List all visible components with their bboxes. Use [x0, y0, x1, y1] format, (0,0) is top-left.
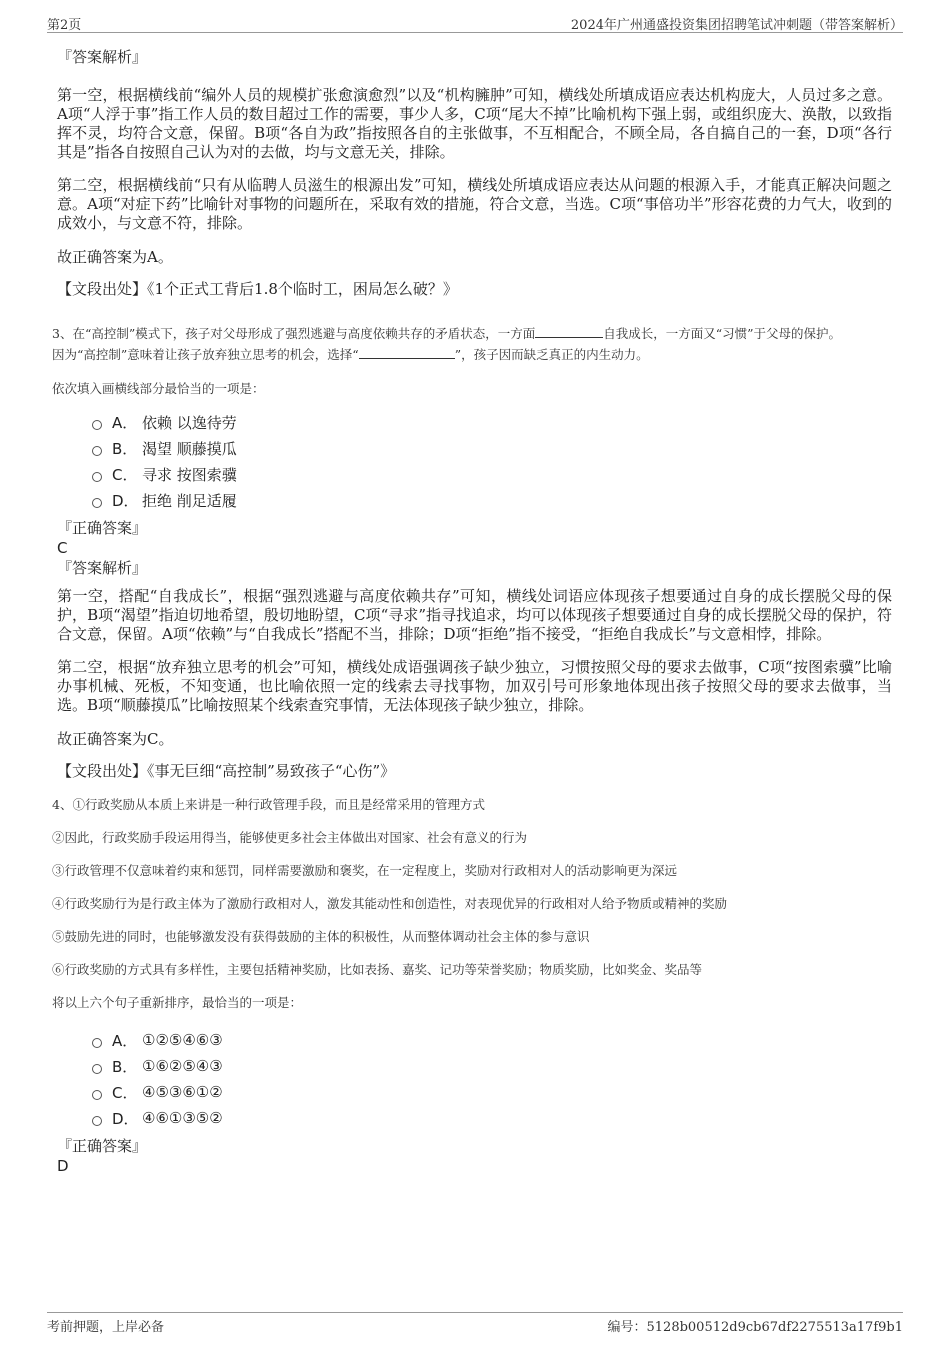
option-letter: C．	[112, 465, 138, 484]
q3-blank-2	[359, 344, 455, 359]
q4-option-a[interactable]	[92, 1027, 892, 1053]
q3-correct-answer: C	[57, 539, 68, 557]
option-text: ①⑥②⑤④③	[142, 1057, 223, 1075]
q3-stem-part-b: 自我成长，一方面又“习惯”于父母的保护。	[603, 326, 842, 341]
q4-option-d[interactable]	[92, 1105, 892, 1131]
q3-conclusion: 故正确答案为C。	[57, 730, 174, 748]
option-letter: B．	[112, 1057, 138, 1076]
page-footer	[47, 1312, 903, 1335]
option-letter: A．	[112, 413, 138, 432]
option-text: 依赖 以逸待劳	[142, 413, 237, 432]
q3-analysis-p1: 第一空，搭配“自我成长”，根据“强烈逃避与高度依赖共存”可知，横线处词语应体现孩子想要通过自身的成长摆脱父母的保护，B项“渴望”指迫切地希望，殷切地盼望，C项“寻求”指寻找追求，均可以体现孩子想要通过自身的成长摆脱父母的保护，符合文意，保留。A项“依赖”与“自我成长”搭配不当，排除；D项“拒绝”指不接受，“拒绝自我成长”与文意相悖，排除。	[57, 587, 892, 643]
q2-analysis-p1: 第一空，根据横线前“编外人员的规模扩张愈演愈烈”以及“机构臃肿”可知，横线处所填成语应表达机构庞大，人员过多之意。A项“人浮于事”指工作人员的数目超过工作的需要，事少人多，C项“尾大不掉”比喻机构下强上弱，或组织庞大、涣散，以致指挥不灵，均符合文意，保留。B项“各自为政”指按照各自的主张做事，不互相配合，不顾全局，各自搞自己的一套，D项“各行其是”指各自按照自己认为对的去做，均与文意无关，排除。	[57, 86, 892, 161]
q2-analysis-tag: 『答案解析』	[57, 48, 148, 66]
option-text: 寻求 按图索骥	[142, 465, 237, 484]
q3-option-b[interactable]	[92, 435, 892, 461]
q4-sentence-3: ③行政管理不仅意味着约束和惩罚，同样需要激励和褒奖，在一定程度上，奖励对行政相对人的活动影响更为深远	[52, 863, 678, 878]
q3-stem	[52, 323, 892, 365]
q4-sentence-4: ④行政奖励行为是行政主体为了激励行政相对人，激发其能动性和创造性，对表现优异的行政相对人给予物质或精神的奖励	[52, 896, 728, 911]
q2-analysis-p2: 第二空，根据横线前“只有从临聘人员滋生的根源出发”可知，横线处所填成语应表达从问题的根源入手，才能真正解决问题之意。A项“对症下药”比喻针对事物的问题所在，采取有效的措施，符合文意，当选。C项“事倍功半”形容花费的力气大，收到的成效小，与文意不符，排除。	[57, 176, 892, 232]
q3-option-d[interactable]	[92, 487, 892, 513]
q4-correct-tag: 『正确答案』	[57, 1137, 148, 1155]
radio-icon[interactable]	[92, 420, 102, 430]
radio-icon[interactable]	[92, 498, 102, 508]
q2-source: 【文段出处】《1个正式工背后1.8个临时工，困局怎么破？》	[57, 280, 458, 298]
option-text: ④⑥①③⑤②	[142, 1109, 223, 1127]
question-4	[52, 795, 892, 1131]
footer-slogan: 考前押题，上岸必备	[47, 1320, 165, 1335]
q4-sentence-2: ②因此，行政奖励手段运用得当，能够使更多社会主体做出对国家、社会有意义的行为	[52, 830, 528, 845]
q3-correct-tag: 『正确答案』	[57, 519, 148, 537]
radio-icon[interactable]	[92, 1090, 102, 1100]
q4-options	[92, 1027, 892, 1131]
page-number: 第2页	[47, 18, 82, 33]
radio-icon[interactable]	[92, 1116, 102, 1126]
page-content	[52, 40, 892, 1175]
question-3	[52, 323, 892, 513]
q3-source: 【文段出处】《事无巨细“高控制”易致孩子“心伤”》	[57, 762, 396, 780]
q2-conclusion: 故正确答案为A。	[57, 248, 173, 266]
document-id: 编号：5128b00512d9cb67df2275513a17f9b1	[607, 1320, 903, 1335]
option-text: 拒绝 削足适履	[142, 491, 237, 510]
q4-sentence-6: ⑥行政奖励的方式具有多样性，主要包括精神奖励，比如表扬、嘉奖、记功等荣誉奖励；物质奖励，比如奖金、奖品等	[52, 962, 703, 977]
q3-analysis-tag: 『答案解析』	[57, 559, 148, 577]
q4-sentence-1: 4、①行政奖励从本质上来讲是一种行政管理手段，而且是经常采用的管理方式	[52, 797, 485, 812]
radio-icon[interactable]	[92, 1064, 102, 1074]
q3-prompt: 依次填入画横线部分最恰当的一项是：	[52, 381, 265, 396]
option-letter: C．	[112, 1083, 138, 1102]
q3-blank-1	[535, 323, 603, 338]
option-letter: D．	[112, 491, 139, 510]
q3-stem-part-a: 3、在“高控制”模式下，孩子对父母形成了强烈逃避与高度依赖共存的矛盾状态，一方面	[52, 326, 536, 341]
option-text: ④⑤③⑥①②	[142, 1083, 223, 1101]
q3-analysis-p2: 第二空，根据“放弃独立思考的机会”可知，横线处成语强调孩子缺少独立，习惯按照父母的要求去做事，C项“按图索骥”比喻办事机械、死板，不知变通，也比喻依照一定的线索去寻找事物，加双引号可形象地体现出孩子按照父母的要求去做事，当选。B项“顺藤摸瓜”比喻按照某个线索查究事情，无法体现孩子缺少独立，排除。	[57, 658, 892, 714]
q4-sentence-5: ⑤鼓励先进的同时，也能够激发没有获得鼓励的主体的积极性，从而整体调动社会主体的参与意识	[52, 929, 590, 944]
q3-stem-part-c: 因为“高控制”意味着让孩子放弃独立思考的机会，选择“	[52, 347, 359, 362]
radio-icon[interactable]	[92, 1038, 102, 1048]
option-text: 渴望 顺藤摸瓜	[142, 439, 237, 458]
q3-option-a[interactable]	[92, 409, 892, 435]
radio-icon[interactable]	[92, 472, 102, 482]
q4-correct-answer: D	[57, 1157, 69, 1175]
q3-stem-part-d: ”，孩子因而缺乏真正的内生动力。	[454, 347, 649, 362]
radio-icon[interactable]	[92, 446, 102, 456]
q4-option-b[interactable]	[92, 1053, 892, 1079]
q3-option-c[interactable]	[92, 461, 892, 487]
option-letter: A．	[112, 1031, 138, 1050]
option-letter: B．	[112, 439, 138, 458]
q4-option-c[interactable]	[92, 1079, 892, 1105]
document-title: 2024年广州通盛投资集团招聘笔试冲刺题（带答案解析）	[570, 18, 903, 33]
page-header	[47, 12, 903, 33]
option-letter: D．	[112, 1109, 139, 1128]
option-text: ①②⑤④⑥③	[142, 1031, 223, 1049]
q3-options	[92, 409, 892, 513]
q4-prompt: 将以上六个句子重新排序，最恰当的一项是：	[52, 995, 303, 1010]
